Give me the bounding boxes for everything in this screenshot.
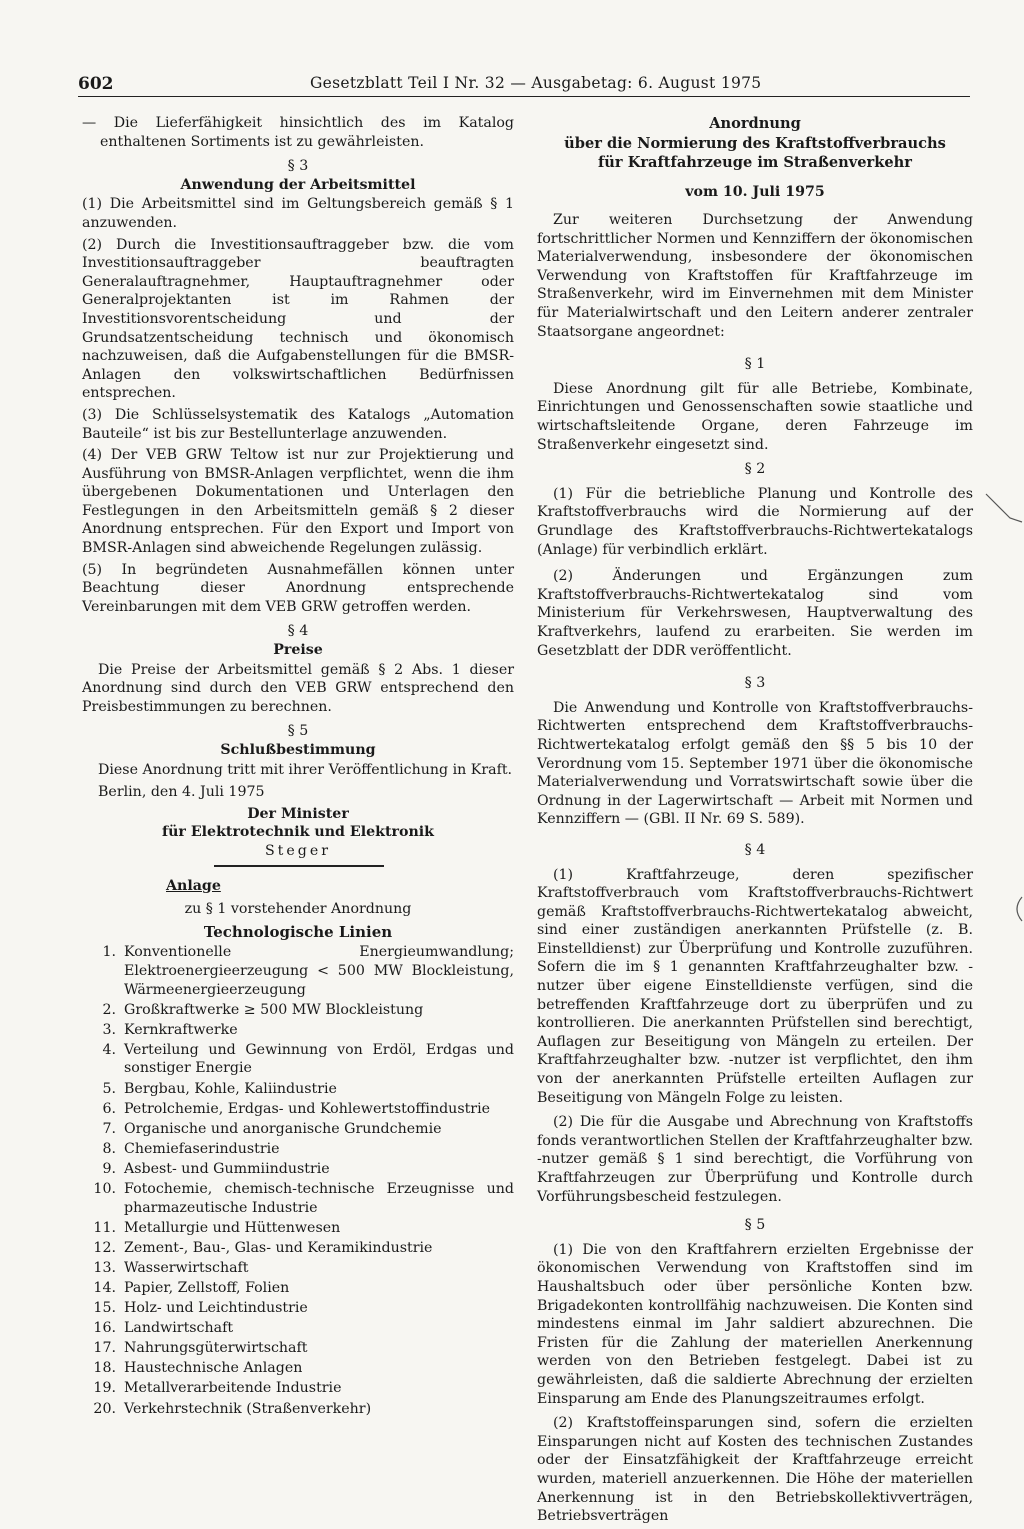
paragraph: (1) Kraftfahrzeuge, deren spezifischer Kraftstoffverbrauch vom Kraftstoffverbrauchs-Richtwert gemäß Kraftstoffverbrauchs-Richtwertekatalog abweicht, sind einer zuständigen anerkannten Prüfstelle (z. B. Einstelldienst) zur Überprüfung und Kontrolle zuzuführen. Sofern die im § 1 genannten Kraftfahrzeughalter bzw. -nutzer über eigene Einstelldienste verfügen, sind die betreffenden Kraftfahrzeuge dort zu überprüfen und zu kontrollieren. Die anerkannten Prüfstellen sind berechtigt, Auflagen zur Beseitigung von Mängeln zu erteilen. Der Kraftfahrzeughalter bzw. -nutzer ist verpflichtet, den ihm von der anerkannten Prüfstelle erteilten Auflagen zur Beseitigung von Mängeln Folge zu leisten.	[537, 866, 973, 1106]
section-sign: § 2	[744, 461, 766, 478]
item-number: 11.	[93, 1219, 116, 1236]
list-item	[82, 1400, 514, 1419]
margin-mark	[1004, 895, 1024, 925]
signature-title: Der Minister	[247, 805, 349, 822]
list-item	[82, 1140, 514, 1159]
anlage-subtitle: zu § 1 vorstehender Anordnung	[184, 901, 412, 918]
item-text: Wasserwirtschaft	[124, 1259, 249, 1276]
item-text: Zement-, Bau-, Glas- und Keramikindustrie	[124, 1239, 433, 1256]
item-number: 7.	[102, 1120, 116, 1137]
list-item	[82, 943, 514, 999]
right-column	[537, 114, 973, 1529]
anlage-title: Anlage	[166, 877, 221, 894]
section-sign: § 5	[744, 1217, 766, 1234]
paragraph: (3) Die Schlüsselsystematik des Katalogs „Automation Bauteile“ ist bis zur Bestellunterlage anzuwenden.	[82, 406, 514, 442]
item-number: 5.	[102, 1080, 116, 1097]
item-text: Verteilung und Gewinnung von Erdöl, Erdgas und sonstiger Energie	[124, 1041, 514, 1077]
list-item	[82, 1219, 514, 1238]
list-item	[82, 1339, 514, 1358]
page-header	[78, 72, 970, 97]
item-number: 12.	[93, 1239, 116, 1256]
ordinance-subtitle: für Kraftfahrzeuge im Straßenverkehr	[598, 154, 912, 171]
section-sign: § 3	[287, 158, 309, 175]
signature-ministry: für Elektrotechnik und Elektronik	[162, 824, 434, 841]
item-text: Großkraftwerke ≥ 500 MW Blockleistung	[124, 1001, 424, 1018]
list-item	[82, 1160, 514, 1179]
item-text: Landwirtschaft	[124, 1320, 234, 1337]
item-text: Bergbau, Kohle, Kaliindustrie	[124, 1080, 337, 1097]
item-text: Organische und anorganische Grundchemie	[124, 1120, 442, 1137]
item-text: Verkehrstechnik (Straßenverkehr)	[124, 1400, 372, 1417]
list-item	[82, 1279, 514, 1298]
item-text: Holz- und Leichtindustrie	[124, 1300, 308, 1317]
section-title: Anwendung der Arbeitsmittel	[180, 176, 416, 193]
item-number: 6.	[102, 1100, 116, 1117]
list-item	[82, 1359, 514, 1378]
ordinance-date: vom 10. Juli 1975	[685, 183, 825, 200]
paragraph: Diese Anordnung tritt mit ihrer Veröffentlichung in Kraft.	[98, 761, 513, 778]
item-number: 16.	[93, 1320, 116, 1337]
item-number: 9.	[102, 1160, 116, 1177]
item-number: 19.	[93, 1380, 116, 1397]
section-sign: § 4	[287, 623, 309, 640]
item-text: Kernkraftwerke	[124, 1021, 238, 1038]
paragraph: (1) Für die betriebliche Planung und Kontrolle des Kraftstoffverbrauchs wird die Normierung auf der Grundlage des Kraftstoffverbrauchs-Richtwertekatalogs (Anlage) für verbindlich erklärt.	[537, 485, 973, 558]
item-text: Asbest- und Gummiindustrie	[124, 1160, 330, 1177]
item-number: 8.	[102, 1140, 116, 1157]
page-number: 602	[78, 74, 114, 94]
list-item	[82, 1080, 514, 1099]
paragraph: (5) In begründeten Ausnahmefällen können unter Beachtung dieser Anordnung entsprechende Vereinbarungen mit dem VEB GRW getroffen werden.	[82, 561, 514, 615]
technology-list	[82, 943, 514, 1418]
list-item	[82, 1259, 514, 1278]
section-sign: § 1	[744, 356, 766, 373]
section-title: Preise	[273, 642, 323, 659]
header-title: Gesetzblatt Teil I Nr. 32 — Ausgabetag: 6. August 1975	[310, 74, 762, 92]
paragraph: (1) Die von den Kraftfahrern erzielten Ergebnisse der ökonomischen Verwendung von Kraftstoffen sind im Haushaltsbuch oder über persönliche Konten bzw. Brigadekonten kontrollfähig nachzuweisen. Die Konten sind mindestens einmal im Jahr saldiert abzurechnen. Die Fristen für die Zahlung der materiellen Anerkennung werden von den Betrieben festgelegt. Dabei ist zu gewährleisten, daß die saldierte Abrechnung der erzielten Einsparung am Ende des Planungszeitraumes erfolgt.	[537, 1241, 973, 1407]
paragraph: (2) Durch die Investitionsauftraggeber bzw. die vom Investitionsauftraggeber beauftragten Generalauftragnehmer, Hauptauftragnehmer oder Generalprojektanten ist im Rahmen der Investitionsvorentscheidung und der Grundsatzentscheidung technisch und ökonomisch nachzuweisen, daß die Aufgabenstellungen für die BMSR-Anlagen den volkswirtschaftlichen Bedürfnissen entsprechen.	[82, 236, 514, 402]
paragraph: Die Preise der Arbeitsmittel gemäß § 2 Abs. 1 dieser Anordnung sind durch den VEB GRW entsprechend den Preisbestimmungen zu berechnen.	[82, 661, 514, 715]
list-item	[82, 1379, 514, 1398]
paragraph: (2) Änderungen und Ergänzungen zum Kraftstoffverbrauchs-Richtwertekatalog sind vom Ministerium für Verkehrswesen, Hauptverwaltung des Kraftverkehrs, laufend zu erarbeiten. Sie werden im Gesetzblatt der DDR veröffentlicht.	[537, 568, 973, 659]
section-title: Schlußbestimmung	[220, 742, 376, 758]
item-number: 18.	[93, 1360, 116, 1377]
preamble: Zur weiteren Durchsetzung der Anwendung fortschrittlicher Normen und Kennziffern der ökonomischen Materialverwendung, insbesondere der ökonomischen Verwendung von Kraftstoffen für Kraftfahrzeuge im Straßenverkehr, wird im Einvernehmen mit dem Minister für Materialwirtschaft und den Leitern anderer zentraler Staatsorgane angeordnet:	[537, 212, 973, 340]
item-number: 3.	[102, 1021, 116, 1038]
paragraph: Diese Anordnung gilt für alle Betriebe, Kombinate, Einrichtungen und Genossenschaften sowie staatliche und wirtschaftsleitende Organe, deren Fahrzeuge im Straßenverkehr eingesetzt sind.	[537, 380, 973, 453]
item-text: Petrolchemie, Erdgas- und Kohlewertstoffindustrie	[124, 1100, 491, 1117]
list-item	[82, 1041, 514, 1078]
item-number: 10.	[93, 1180, 116, 1197]
section-sign: § 3	[744, 675, 766, 692]
paragraph: (4) Der VEB GRW Teltow ist nur zur Projektierung und Ausführung von BMSR-Anlagen verpflichtet, wenn die ihm übergebenen Dokumentationen und Unterlagen den Festlegungen in den Arbeitsmitteln gemäß § 2 dieser Anordnung entsprechen. Für den Export und Import von BMSR-Anlagen sind abweichende Regelungen zulässig.	[82, 447, 514, 557]
list-item	[82, 1299, 514, 1318]
item-text: Metallverarbeitende Industrie	[124, 1380, 342, 1397]
list-item	[82, 1021, 514, 1040]
item-text: Nahrungsgüterwirtschaft	[124, 1340, 308, 1357]
item-text: Chemiefaserindustrie	[124, 1140, 280, 1157]
paragraph: (1) Die Arbeitsmittel sind im Geltungsbereich gemäß § 1 anzuwenden.	[82, 196, 514, 231]
list-item	[82, 1001, 514, 1020]
item-number: 14.	[93, 1279, 116, 1296]
paragraph: Die Anwendung und Kontrolle von Kraftstoffverbrauchs-Richtwerten entsprechend dem Kraftstoffverbrauchs-Richtwertekatalog erfolgt gemäß den §§ 5 bis 10 der Verordnung vom 15. September 1971 über die ökonomische Materialverwendung und Vorratswirtschaft sowie über die Ordnung in der Lagerwirtschaft — Arbeit mit Normen und Kennziffern — (GBl. II Nr. 69 S. 589).	[537, 699, 973, 828]
item-text: Haustechnische Anlagen	[124, 1360, 303, 1377]
list-item	[82, 1319, 514, 1338]
margin-mark	[984, 492, 1024, 532]
list-item	[82, 1100, 514, 1119]
item-number: 13.	[93, 1259, 116, 1276]
item-number: 15.	[93, 1300, 116, 1317]
list-item	[82, 1239, 514, 1258]
ordinance-title: Anordnung	[709, 115, 801, 132]
paragraph: (2) Die für die Ausgabe und Abrechnung von Kraftstoffs fonds verantwortlichen Stellen der Kraftfahrzeughalter bzw. -nutzer gemäß § 1 sind berechtigt, die Vorführung von Kraftfahrzeugen zur Überprüfung und Kontrolle durch Vorführungsbescheid festzulegen.	[537, 1114, 973, 1205]
left-column	[82, 114, 514, 1420]
item-text: Papier, Zellstoff, Folien	[124, 1279, 290, 1296]
divider-rule	[214, 865, 384, 867]
section-sign: § 5	[287, 723, 309, 740]
item-number: 4.	[102, 1041, 116, 1058]
item-number: 1.	[102, 944, 116, 961]
list-item	[82, 1180, 514, 1217]
item-number: 17.	[93, 1340, 116, 1357]
signature-name: Steger	[264, 842, 332, 859]
place-date: Berlin, den 4. Juli 1975	[98, 784, 265, 801]
paragraph: (2) Kraftstoffeinsparungen sind, sofern die erzielten Einsparungen nicht auf Kosten des technischen Zustandes oder der Einsatzfähigkeit der Kraftfahrzeuge erreicht wurden, materiell anzuerkennen. Die Höhe der materiellen Anerkennung ist in den Betriebskollektivverträgen, Betriebsverträgen	[537, 1415, 973, 1525]
list-item	[82, 1120, 514, 1139]
item-text: Metallurgie und Hüttenwesen	[124, 1219, 341, 1236]
item-text: Fotochemie, chemisch-technische Erzeugnisse und pharmazeutische Industrie	[124, 1180, 514, 1216]
item-number: 20.	[93, 1400, 116, 1417]
item-text: Konventionelle Energieumwandlung; Elektroenergieerzeugung < 500 MW Blockleistung, Wärmeenergieerzeugung	[124, 944, 514, 998]
ordinance-subtitle: über die Normierung des Kraftstoffverbrauchs	[564, 134, 946, 152]
item-number: 2.	[102, 1001, 116, 1018]
section-sign: § 4	[744, 841, 766, 858]
list-title: Technologische Linien	[203, 922, 393, 941]
intro-item: — Die Lieferfähigkeit hinsichtlich des im Katalog enthaltenen Sortiments ist zu gewährleisten.	[82, 115, 514, 150]
